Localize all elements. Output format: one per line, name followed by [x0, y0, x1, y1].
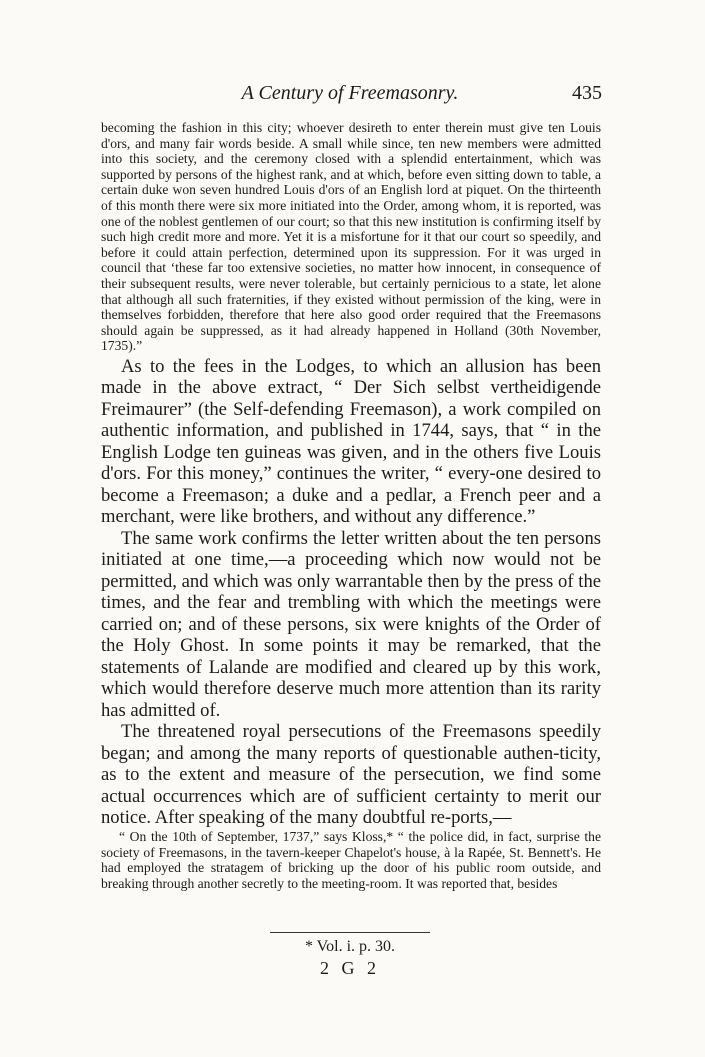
page-number: 435 — [572, 82, 602, 104]
paragraph-same-work: The same work confirms the letter written about the ten persons initiated at one time,—a proceeding which now would not be permitted, and which was only warrantable then by the press of the times, and the fear and trembling with which the meetings were carried on; and of these persons, six were knights of the Order of the Holy Ghost. In some points it may be remarked, that the statements of Lalande are modified and cleared up by this work, which would therefore deserve much more attention than its rarity has admitted of. — [101, 527, 601, 721]
page-header — [100, 82, 600, 110]
footnote: * Vol. i. p. 30. — [304, 938, 396, 955]
body-text — [101, 120, 601, 891]
quoted-extract: becoming the fashion in this city; whoever desireth to enter therein must give ten Louis d'ors, and many fair words beside. A small while since, ten new members were admitted into this society, and the ceremony closed with a splendid entertainment, which was supported by persons of the highest rank, and at which, before even sitting down to table, a certain duke won seven hundred Louis d'ors of an English lord at piquet. On the thirteenth of this month there were six more initiated into the Order, among whom, it is reported, was one of the noblest gentlemen of our court; so that this new institution is confirming itself by such high credit more and more. Yet it is a misfortune for it that our court so speedily, and before it could attain perfection, determined upon its suppression. For it was urged in council that ‘these far too extensive societies, no matter how innocent, in consequence of their subsequent results, were never tolerable, but certainly pernicious to a state, let alone that although all such fraternities, if they existed without permission of the king, were in themselves forbidden, therefore that here also good order required that the Freemasons should again be suppressed, as it had already happened in Holland (30th November, 1735).” — [101, 120, 601, 354]
quoted-kloss: “ On the 10th of September, 1737,” says Kloss,* “ the police did, in fact, surprise the society of Freemasons, in the tavern-keeper Chapelot's house, à la Rapée, St. Bennett's. He had employed the stratagem of bricking up the door of his public room outside, and breaking through another secretly to the meeting-room. It was reported that, besides — [101, 828, 601, 891]
paragraph-fees: As to the fees in the Lodges, to which an allusion has been made in the above extract, “ Der Sich selbst vertheidigende Freimaurer” (the Self-defending Freemason), a work compiled on authentic information, and published in 1744, says, that “ in the English Lodge ten guineas was given, and in the others five Louis d'ors. For this money,” continues the writer, “ every-one desired to become a Freemason; a duke and a pedlar, a French peer and a merchant, were like brothers, and without any difference.” — [101, 355, 601, 528]
paragraph-persecutions: The threatened royal persecutions of the Freemasons speedily began; and among the many reports of questionable authen-ticity, as to the extent and measure of the persecution, we find some actual occurrences which are of sufficient certainty to merit our notice. After speaking of the many doubtful re-ports,— — [101, 721, 601, 829]
signature-mark: 2 G 2 — [320, 958, 380, 978]
footnote-divider — [270, 932, 430, 933]
running-title: A Century of Freemasonry. — [241, 82, 459, 104]
